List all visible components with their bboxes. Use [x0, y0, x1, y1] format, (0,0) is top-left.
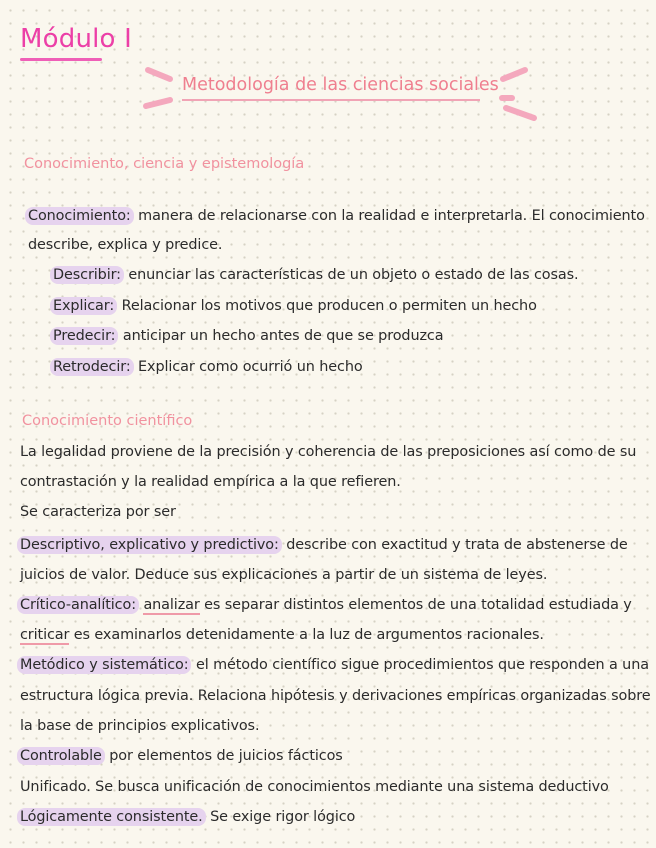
highlighted-term: Lógicamente consistente.: [17, 808, 206, 826]
highlighted-term: Explicar:: [50, 297, 117, 315]
highlighted-term: Conocimiento:: [25, 207, 134, 225]
line-text: Se caracteriza por ser: [20, 504, 176, 520]
highlighted-term: Describir:: [50, 266, 124, 284]
text-line: [20, 503, 176, 521]
line-text: describe, explica y predice.: [28, 237, 223, 253]
line-text: Se exige rigor lógico: [205, 809, 356, 825]
text-line: [53, 297, 537, 315]
subtitle-underline: [182, 99, 480, 101]
section-title-1: Conocimiento, ciencia y epistemología: [24, 156, 305, 172]
section-title-2: Conocimiento científico: [22, 413, 193, 429]
line-text: Explicar como ocurrió un hecho: [133, 359, 363, 375]
text-line: [20, 566, 547, 584]
underlined-term: analizar: [143, 597, 200, 613]
text-line: [53, 327, 443, 345]
module-title: Módulo I: [20, 24, 132, 54]
line-text: describe con exactitud y trata de abstenerse de: [281, 537, 628, 553]
line-text: juicios de valor. Deduce sus explicaciones a partir de un sistema de leyes.: [20, 567, 548, 583]
text-line: [20, 747, 343, 765]
text-line: [20, 656, 649, 674]
highlighted-term: Crítico-analítico:: [17, 596, 139, 614]
line-text: manera de relacionarse con la realidad e interpretarla. El conocimiento: [133, 208, 645, 224]
underlined-term: criticar: [20, 627, 70, 643]
highlighted-term: Descriptivo, explicativo y predictivo:: [17, 536, 282, 554]
line-text: anticipar un hecho antes de que se produzca: [118, 328, 444, 344]
line-text: contrastación y la realidad empírica a la que refieren.: [20, 474, 401, 490]
deco-stroke-left-top: [148, 70, 170, 79]
line-text: estructura lógica previa. Relaciona hipótesis y derivaciones empíricas organizadas sobre: [20, 688, 651, 704]
text-line: [53, 358, 363, 376]
page-subtitle: Metodología de las ciencias sociales: [182, 75, 499, 95]
text-line: [20, 443, 636, 461]
highlighted-term: Metódico y sistemático:: [17, 656, 191, 674]
line-text: La legalidad proviene de la precisión y coherencia de las preposiciones así como de su: [20, 444, 637, 460]
line-text: enunciar las características de un objeto o estado de las cosas.: [123, 267, 579, 283]
line-text: la base de principios explicativos.: [20, 718, 260, 734]
text-line: [20, 778, 609, 796]
line-text: el método científico sigue procedimientos que responden a una: [191, 657, 649, 673]
deco-stroke-left-bottom: [146, 100, 170, 106]
text-line: [20, 687, 651, 705]
highlighted-term: Predecir:: [50, 327, 118, 345]
deco-stroke-right-top: [503, 70, 525, 79]
highlighted-term: Controlable: [17, 747, 105, 765]
text-line: [20, 473, 401, 491]
line-text: Unificado. Se busca unificación de conocimientos mediante una sistema deductivo: [20, 779, 609, 795]
line-text: es separar distintos elementos de una totalidad estudiada y: [199, 597, 632, 613]
text-line: [20, 536, 628, 554]
subtitle-decoration: [0, 0, 656, 130]
text-line: [28, 207, 645, 225]
line-text: por elementos de juicios fácticos: [104, 748, 343, 764]
text-line: [20, 596, 632, 614]
text-line: [20, 808, 355, 826]
text-line: [28, 236, 222, 254]
line-text: Relacionar los motivos que producen o permiten un hecho: [117, 298, 537, 314]
deco-stroke-right-bottom: [506, 108, 534, 118]
highlighted-term: Retrodecir:: [50, 358, 134, 376]
text-line: [20, 626, 544, 644]
text-line: [20, 717, 259, 735]
text-line: [53, 266, 578, 284]
line-text: es examinarlos detenidamente a la luz de argumentos racionales.: [69, 627, 544, 643]
